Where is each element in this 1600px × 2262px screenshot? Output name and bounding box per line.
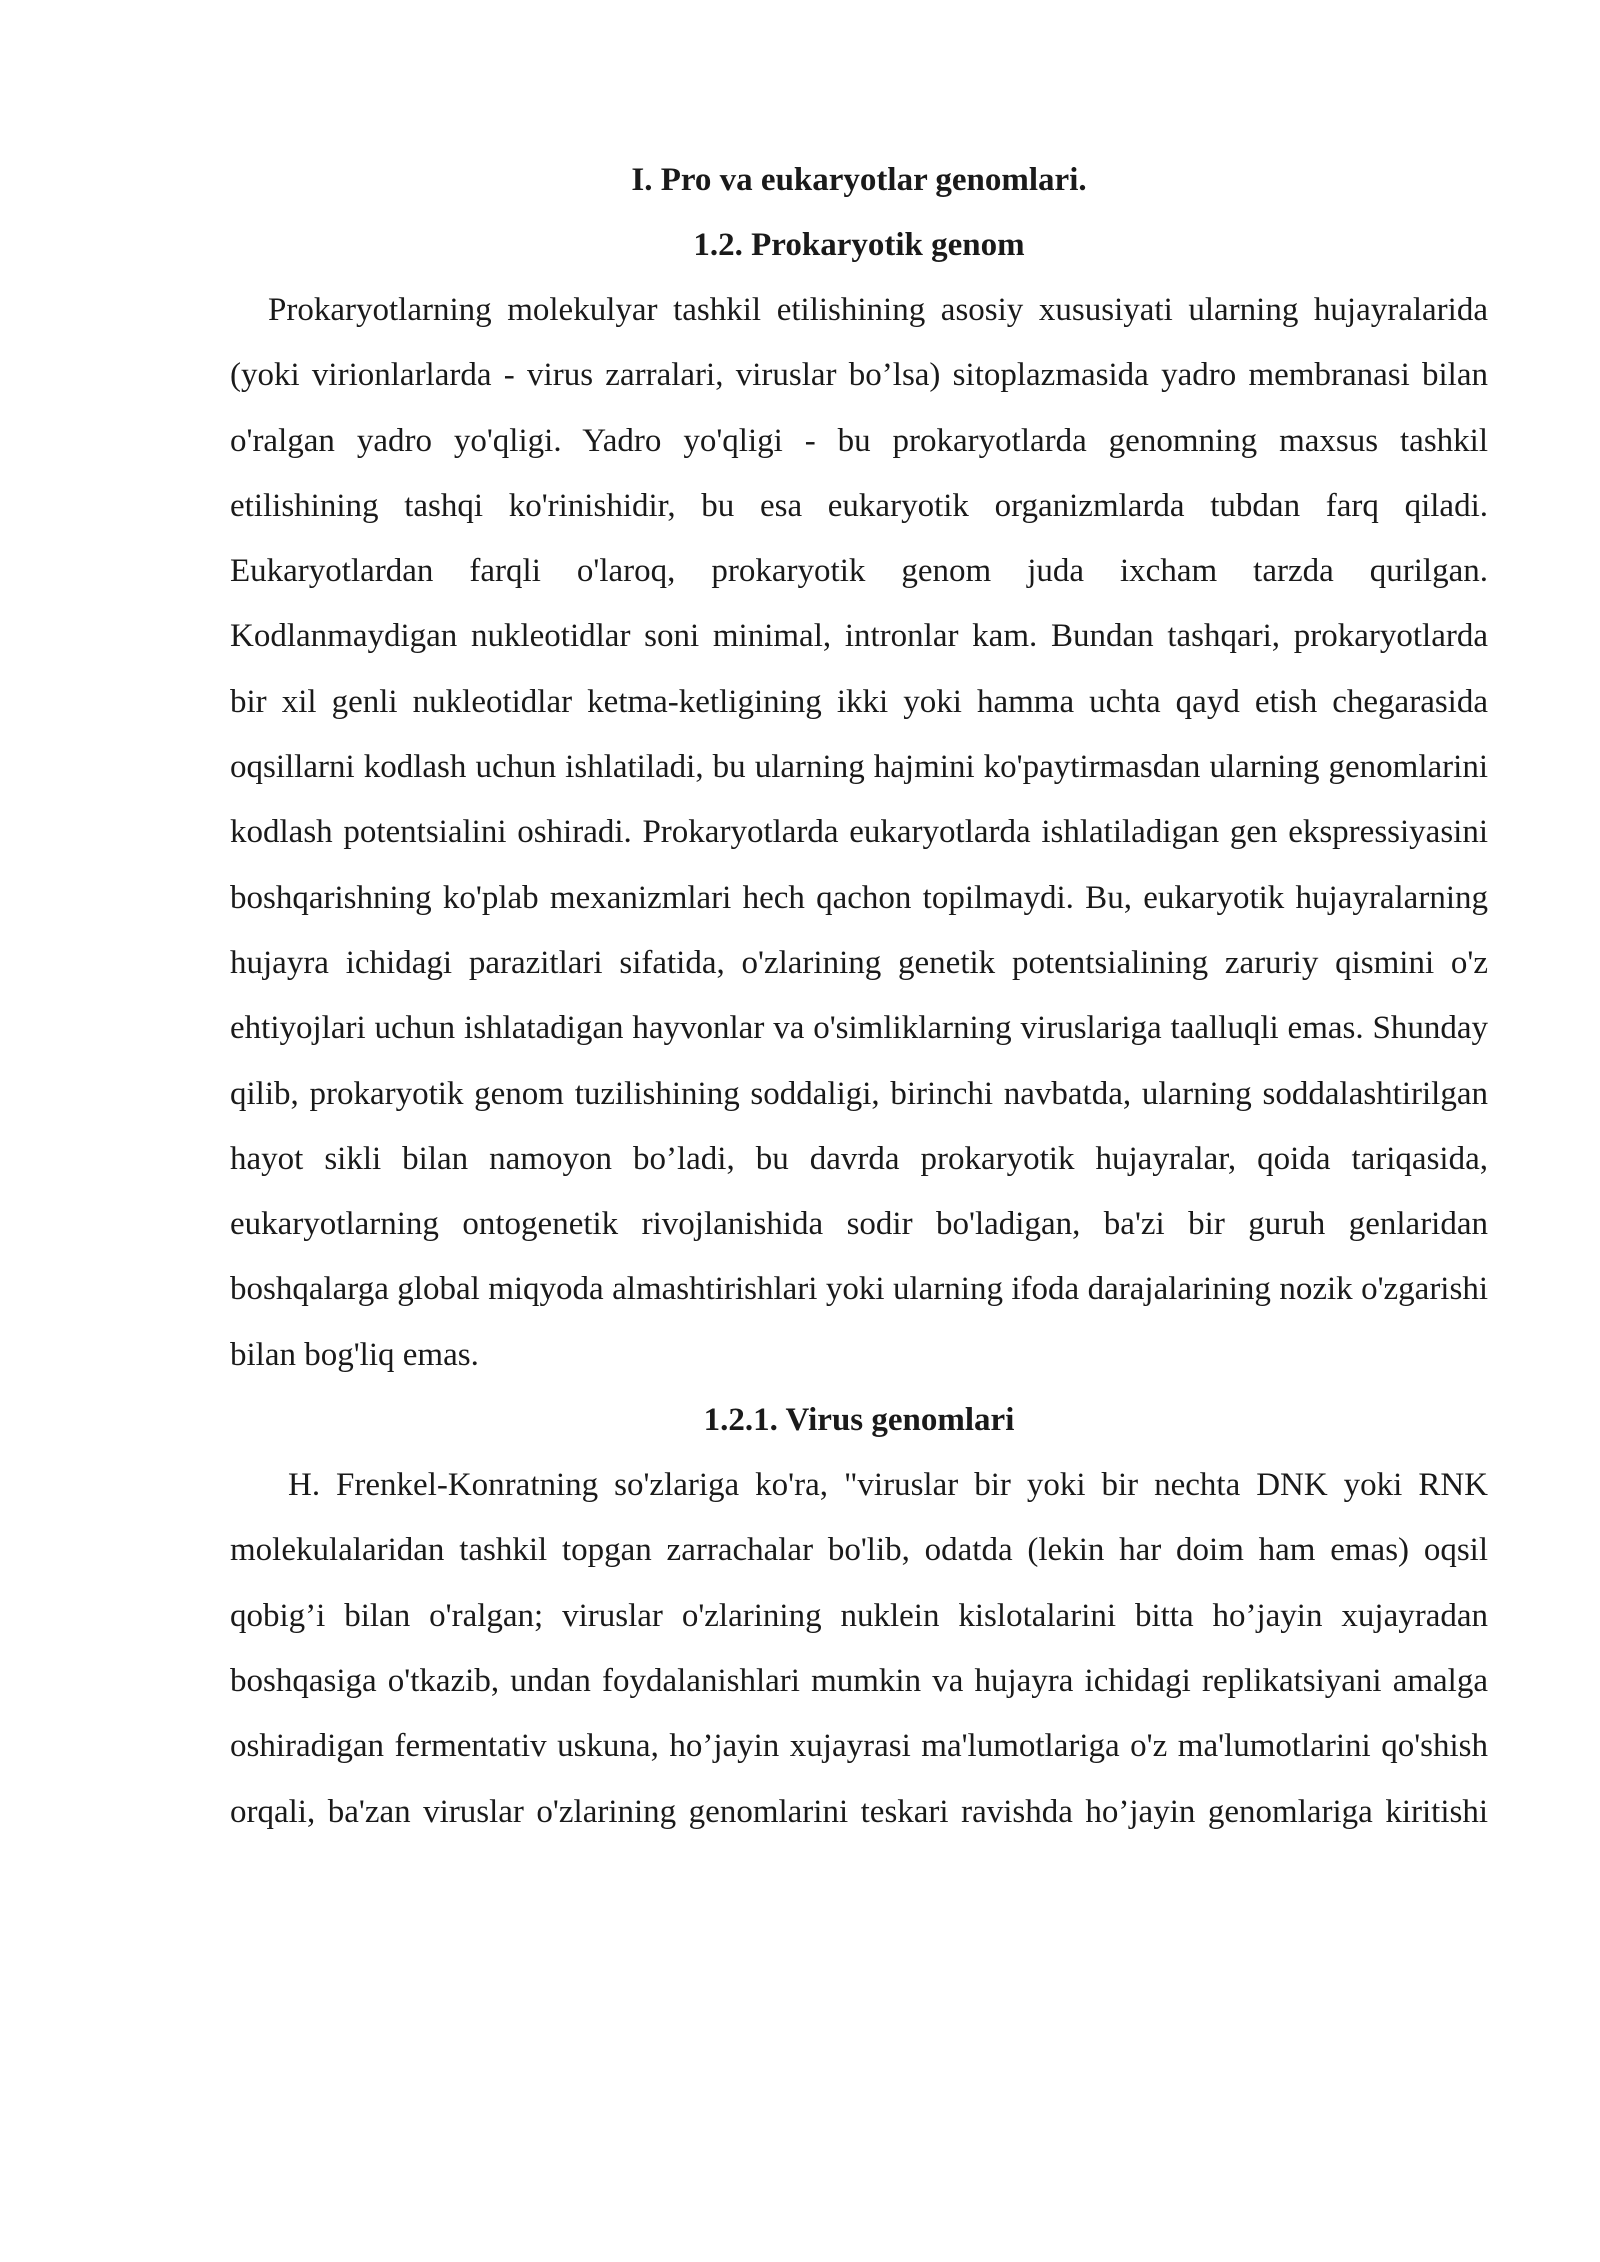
section-heading: 1.2. Prokaryotik genom (693, 227, 1025, 263)
body-paragraph: H. Frenkel-Konratning so'zlariga ko'ra, "viruslar bir yoki bir nechta DNK yoki RNK molekulalaridan tashkil topgan zarrachalar bo'lib, odatda (lekin har doim ham emas) oqsil qobig’i bilan o'ralgan; viruslar o'zlarining nuklein kislotalarini bitta ho’jayin xujayradan boshqasiga o'tkazib, undan foydalanishlari mumkin va hujayra ichidagi replikatsiyani amalga oshiradigan fermentativ uskuna, ho’jayin xujayrasi ma'lumotlariga o'z ma'lumotlarini qo'shish orqali, ba'zan viruslar o'zlarining genomlarini teskari ravishda ho’jayin genomlariga kiritishi (230, 1467, 1488, 1830)
subsection-heading: 1.2.1. Virus genomlari (703, 1402, 1015, 1439)
document-title: I. Pro va eukaryotlar genomlari. (631, 162, 1087, 198)
body-paragraph: Prokaryotlarning molekulyar tashkil etilishining asosiy xususiyati ularning hujayralarida (yoki virionlarlarda - virus zarralari, viruslar bo’lsa) sitoplazmasida yadro membranasi bilan o'ralgan yadro yo'qligi. Yadro yo'qligi - bu prokaryotlarda genomning maxsus tashkil etilishining tashqi ko'rinishidir, bu esa eukaryotik organizmlarda tubdan farq qiladi. Eukaryotlardan farqli o'laroq, prokaryotik genom juda ixcham tarzda qurilgan. Kodlanmaydigan nukleotidlar soni minimal, intronlar kam. Bundan tashqari, prokaryotlarda bir xil genli nukleotidlar ketma-ketligining ikki yoki hamma uchta qayd etish chegarasida oqsillarni kodlash uchun ishlatiladi, bu ularning hajmini ko'paytirmasdan ularning genomlarini kodlash potentsialini oshiradi. Prokaryotlarda eukaryotlarda ishlatiladigan gen ekspressiyasini boshqarishning ko'plab mexanizmlari hech qachon topilmaydi. Bu, eukaryotik hujayralarning hujayra ichidagi parazitlari sifatida, o'zlarining genetik potentsialining zaruriy qismini o'z ehtiyojlari uchun ishlatadigan hayvonlar va o'simliklarning viruslariga taalluqli emas. Shunday qilib, prokaryotik genom tuzilishining soddaligi, birinchi navbatda, ularning soddalashtirilgan hayot sikli bilan namoyon bo’ladi, bu davrda prokaryotik hujayralar, qoida tariqasida, eukaryotlarning ontogenetik rivojlanishida sodir bo'ladigan, ba'zi bir guruh genlaridan boshqalarga global miqyoda almashtirishlari yoki ularning ifoda darajalarining nozik o'zgarishi bilan bog'liq emas. (230, 292, 1488, 1373)
